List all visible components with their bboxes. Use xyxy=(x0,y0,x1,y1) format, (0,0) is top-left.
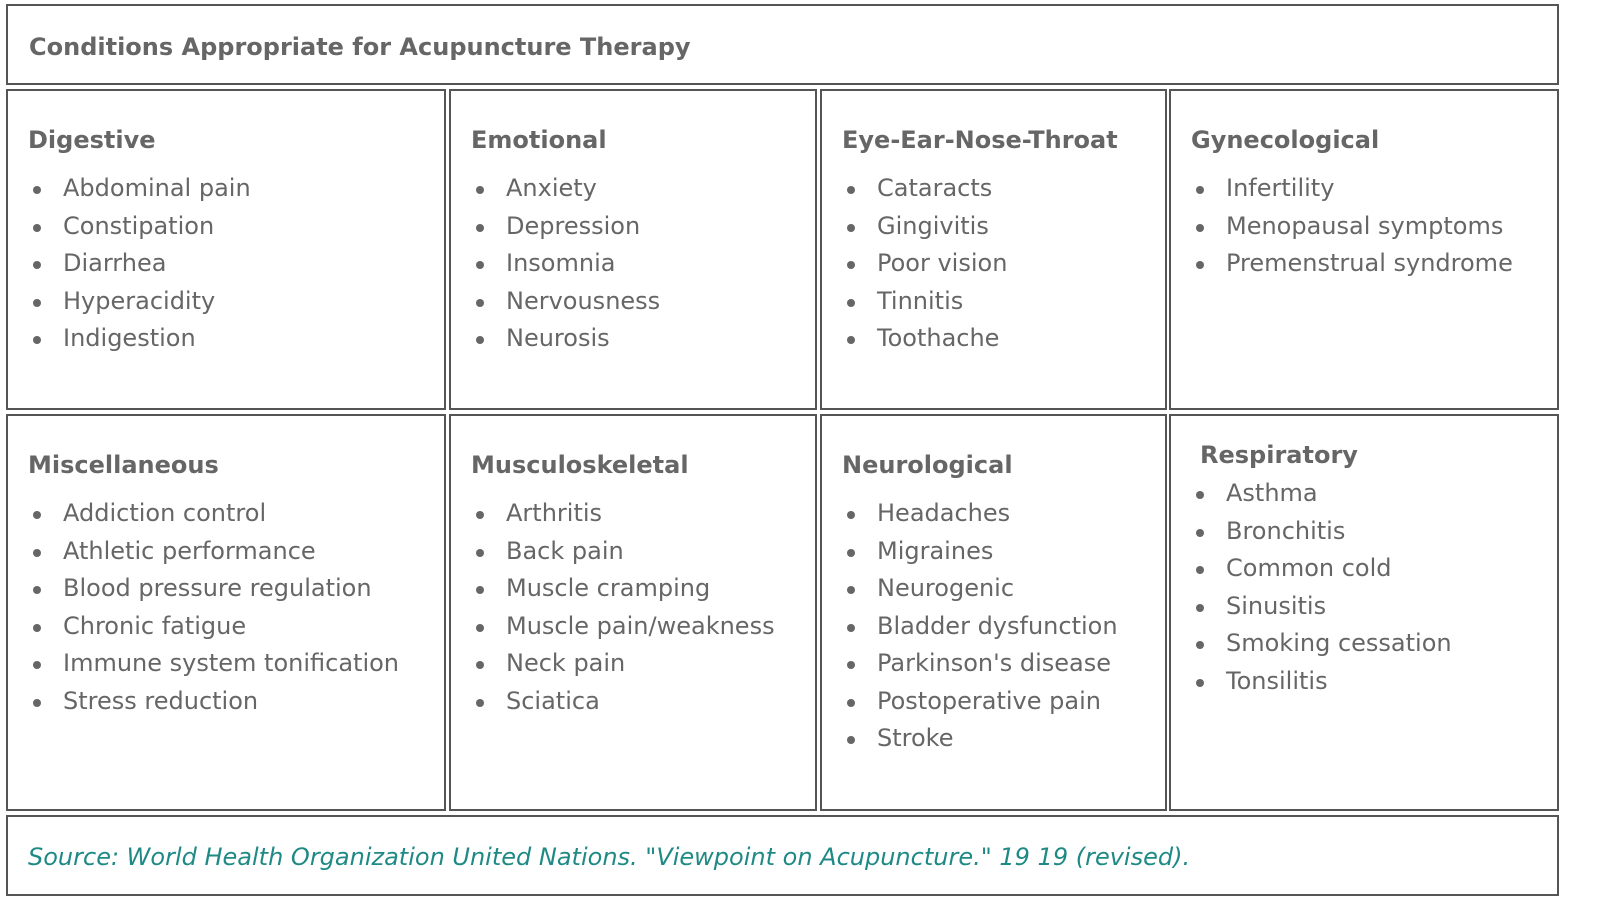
list-item: Infertility xyxy=(1191,170,1513,208)
source-box xyxy=(6,815,1559,896)
category-heading: Neurological xyxy=(842,451,1013,479)
list-item: Athletic performance xyxy=(28,533,399,571)
list-item: Diarrhea xyxy=(28,245,251,283)
list-item: Common cold xyxy=(1191,550,1452,588)
category-heading: Emotional xyxy=(471,126,607,154)
list-item: Neurogenic xyxy=(842,570,1118,608)
list-item: Stroke xyxy=(842,720,1118,758)
list-item: Premenstrual syndrome xyxy=(1191,245,1513,283)
list-item: Cataracts xyxy=(842,170,1007,208)
category-heading: Eye-Ear-Nose-Throat xyxy=(842,126,1118,154)
list-item: Arthritis xyxy=(471,495,775,533)
list-item: Stress reduction xyxy=(28,683,399,721)
list-item: Hyperacidity xyxy=(28,283,251,321)
list-item: Anxiety xyxy=(471,170,660,208)
category-heading: Gynecological xyxy=(1191,126,1380,154)
source-citation: Source: World Health Organization United Nations. "Viewpoint on Acupuncture." 19 19 (revised). xyxy=(28,843,1191,871)
title-box xyxy=(6,4,1559,85)
list-item: Migraines xyxy=(842,533,1118,571)
list-item: Muscle pain/weakness xyxy=(471,608,775,646)
list-item: Sinusitis xyxy=(1191,588,1452,626)
list-item: Addiction control xyxy=(28,495,399,533)
list-item: Neurosis xyxy=(471,320,660,358)
category-heading: Digestive xyxy=(28,126,156,154)
list-item: Depression xyxy=(471,208,660,246)
category-heading: Respiratory xyxy=(1200,441,1358,469)
list-item: Asthma xyxy=(1191,475,1452,513)
condition-list xyxy=(28,170,251,358)
list-item: Constipation xyxy=(28,208,251,246)
category-cell-musculoskeletal xyxy=(449,414,817,811)
list-item: Indigestion xyxy=(28,320,251,358)
condition-list xyxy=(1191,170,1513,283)
list-item: Nervousness xyxy=(471,283,660,321)
category-cell-emotional xyxy=(449,89,817,410)
list-item: Chronic fatigue xyxy=(28,608,399,646)
list-item: Blood pressure regulation xyxy=(28,570,399,608)
list-item: Menopausal symptoms xyxy=(1191,208,1513,246)
condition-list xyxy=(842,495,1118,758)
condition-list xyxy=(1191,475,1452,700)
list-item: Postoperative pain xyxy=(842,683,1118,721)
list-item: Sciatica xyxy=(471,683,775,721)
category-heading: Musculoskeletal xyxy=(471,451,689,479)
category-cell-miscellaneous xyxy=(6,414,446,811)
condition-list xyxy=(842,170,1007,358)
list-item: Muscle cramping xyxy=(471,570,775,608)
list-item: Insomnia xyxy=(471,245,660,283)
category-cell-eye-ear-nose-throat xyxy=(820,89,1167,410)
list-item: Poor vision xyxy=(842,245,1007,283)
condition-list xyxy=(28,495,399,720)
category-cell-neurological xyxy=(820,414,1167,811)
list-item: Parkinson's disease xyxy=(842,645,1118,683)
list-item: Toothache xyxy=(842,320,1007,358)
table-title: Conditions Appropriate for Acupuncture Therapy xyxy=(29,33,691,61)
list-item: Neck pain xyxy=(471,645,775,683)
list-item: Abdominal pain xyxy=(28,170,251,208)
list-item: Back pain xyxy=(471,533,775,571)
list-item: Smoking cessation xyxy=(1191,625,1452,663)
condition-list xyxy=(471,495,775,720)
condition-list xyxy=(471,170,660,358)
list-item: Immune system tonification xyxy=(28,645,399,683)
list-item: Tinnitis xyxy=(842,283,1007,321)
list-item: Bladder dysfunction xyxy=(842,608,1118,646)
list-item: Tonsilitis xyxy=(1191,663,1452,701)
list-item: Gingivitis xyxy=(842,208,1007,246)
category-cell-gynecological xyxy=(1169,89,1559,410)
category-cell-respiratory xyxy=(1169,414,1559,811)
list-item: Bronchitis xyxy=(1191,513,1452,551)
category-heading: Miscellaneous xyxy=(28,451,219,479)
list-item: Headaches xyxy=(842,495,1118,533)
category-cell-digestive xyxy=(6,89,446,410)
